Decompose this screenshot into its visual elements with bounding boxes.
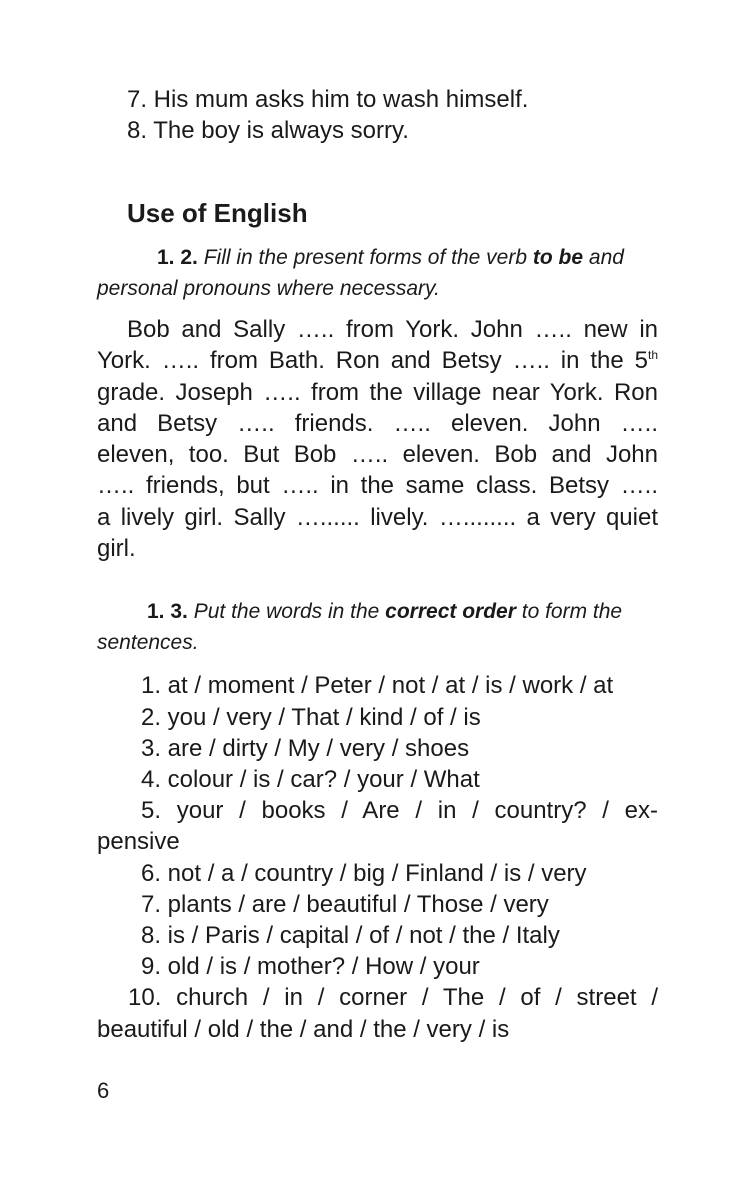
paragraph-line-4: and Betsy ….. friends. ….. eleven. John ….. (97, 409, 658, 437)
list-item-continuation: pensive (97, 828, 180, 856)
paragraph-line-5: eleven, too. But Bob ….. eleven. Bob and John (97, 441, 658, 469)
exercise-paragraph (97, 314, 658, 564)
list-item: 7. plants / are / beautiful / Those / very (141, 890, 549, 918)
task-2-number: 1. 2. (157, 246, 198, 269)
list-item: 2. you / very / That / kind / of / is (141, 703, 481, 731)
paragraph-line-8: girl. (97, 535, 136, 563)
list-item: 6. not / a / country / big / Finland / is / very (141, 859, 587, 887)
paragraph-line-2-text: York. ….. from Bath. Ron and Betsy ….. in the 5 (97, 347, 648, 375)
task-3-text-after: to form the (521, 600, 623, 624)
list-item: 3. are / dirty / My / very / shoes (141, 734, 470, 762)
task-2-instruction (97, 242, 658, 304)
page-content (97, 84, 658, 1045)
paragraph-line-2 (97, 345, 658, 376)
task-3-number: 1. 3. (147, 600, 188, 624)
task-2-text-after: and (588, 246, 624, 269)
section-heading: Use of English (127, 198, 308, 228)
list-item: 8. is / Paris / capital / of / not / the / Italy (141, 922, 560, 949)
task-2-bold: to be (532, 246, 584, 269)
list-item: 1. at / moment / Peter / not / at / is / work / at (141, 672, 614, 700)
paragraph-line-1: Bob and Sally ….. from York. John ….. new in (127, 316, 658, 343)
word-order-list (97, 670, 658, 1044)
page-number: 6 (97, 1078, 110, 1103)
list-item-continuation: beautiful / old / the / and / the / very / is (97, 1015, 510, 1043)
list-item: 9. old / is / mother? / How / your (141, 953, 480, 981)
task-3-line2: sentences. (97, 631, 199, 655)
list-item: 4. colour / is / car? / your / What (141, 765, 480, 793)
paragraph-line-6: ….. friends, but ….. in the same class. Betsy ….. (97, 472, 658, 500)
list-item: 5. your / books / Are / in / country? / ex- (141, 797, 658, 825)
superscript-th: th (647, 348, 658, 363)
top-item-7: 7. His mum asks him to wash himself. (127, 86, 529, 113)
task-2-line2: personal pronouns where necessary. (97, 277, 440, 300)
task-3-bold: correct order (385, 600, 516, 624)
task-3-instruction (97, 596, 658, 658)
top-item-8: 8. The boy is always sorry. (127, 117, 409, 144)
list-item: 10. church / in / corner / The / of / street / (128, 984, 658, 1012)
task-2-text-before: Fill in the present forms of the verb (203, 246, 528, 269)
task-3-text-before: Put the words in the (193, 600, 380, 624)
paragraph-line-7: a lively girl. Sally …...... lively. …........ a very quiet (97, 503, 658, 531)
paragraph-line-3: grade. Joseph ….. from the village near York. Ron (97, 378, 658, 406)
